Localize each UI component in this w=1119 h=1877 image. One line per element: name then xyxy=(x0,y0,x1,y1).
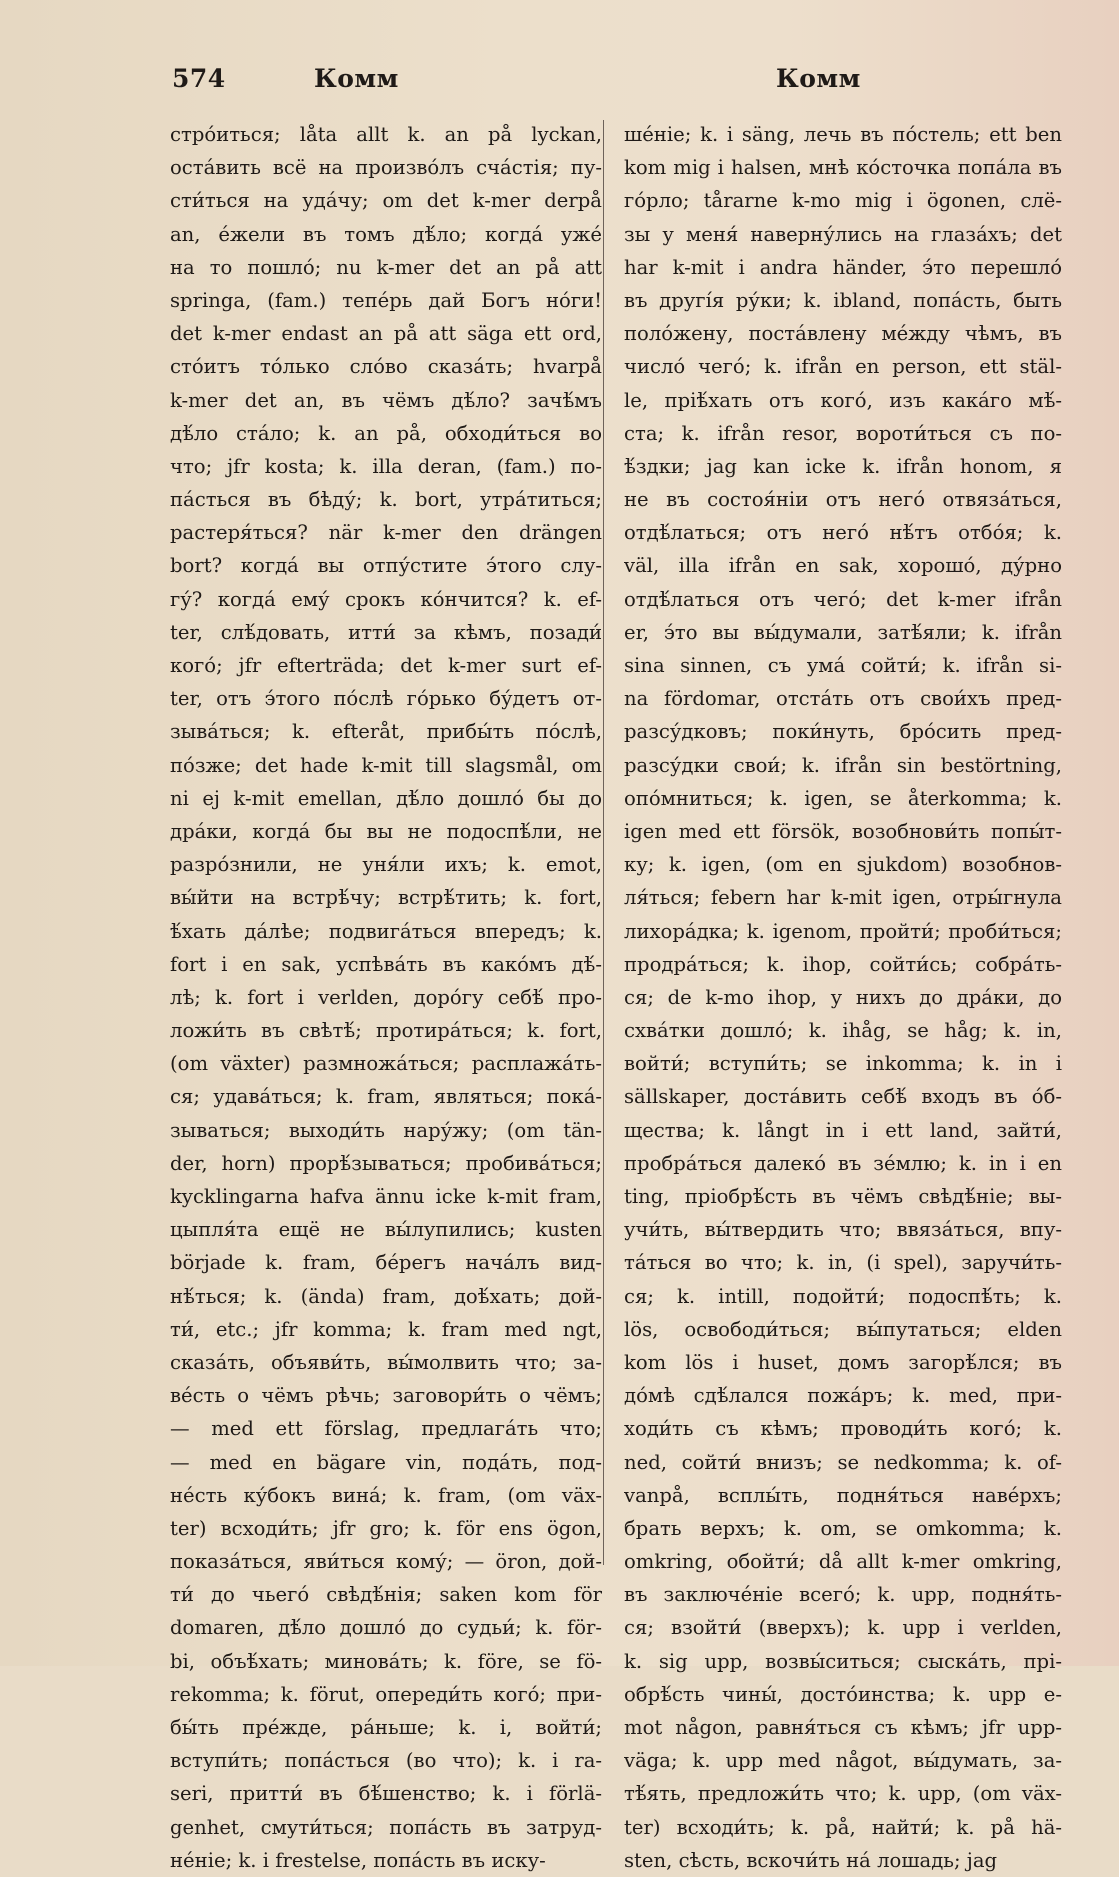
text-line: k. sig upp, возвы́ситься; сыскáть, прі- xyxy=(624,1649,1062,1673)
text-line: springa, (fam.) тепéрь дай Богъ но́ги! xyxy=(170,288,602,312)
text-line: domaren, дѣ́ло дошло́ до судьи́; k. för- xyxy=(170,1616,602,1640)
running-headword-left: Комм xyxy=(314,64,399,93)
text-line: sina sinnen, съ умá сойти́; k. ifrån si- xyxy=(624,654,1062,677)
text-line: omkring, обойти́; då allt k-mer omkring, xyxy=(624,1550,1062,1574)
text-line: ходи́ть съ кѣмъ; проводи́ть кого́; k. xyxy=(624,1417,1062,1441)
text-line: le, пріѣ́хать отъ кого́, изъ какáго мѣ́- xyxy=(624,388,1062,412)
text-line: сти́ться на удáчу; om det k-mer derpå xyxy=(170,189,602,213)
text-line: ter) всходи́ть; jfr gro; k. för ens ögon, xyxy=(170,1516,602,1540)
text-line: нéсть ку́бокъ винá; k. fram, (om väx- xyxy=(170,1483,602,1507)
text-line: что; jfr kosta; k. illa deran, (fam.) по- xyxy=(170,454,602,478)
text-line: ѣ́хать дáлѣе; подвигáться впередъ; k. xyxy=(170,919,602,943)
text-line: ter, отъ э́того по́слѣ го́рько бу́детъ от- xyxy=(170,687,602,711)
text-line: kom mig i halsen, мнѣ ко́сточка попáла въ xyxy=(624,156,1062,180)
text-line: зывáться; k. efteråt, прибы́ть по́слѣ, xyxy=(170,720,602,744)
text-line: на то пошло́; nu k-mer det an på att xyxy=(170,255,602,279)
text-line: схвáтки дошло́; k. ihåg, se håg; k. in, xyxy=(624,1019,1062,1043)
text-line: väga; k. upp med något, вы́думать, за- xyxy=(624,1749,1062,1773)
text-line: отдѣ́латься; отъ негó нѣ́тъ отбо́я; k. xyxy=(624,521,1062,545)
text-line: ля́ться; febern har k-mit igen, отры́гнула xyxy=(624,886,1062,910)
text-line: började k. fram, бéрегъ начáлъ вид- xyxy=(170,1251,602,1275)
text-line: вступи́ть; попáсться (во что); k. i ra- xyxy=(170,1749,602,1773)
text-line: разсу́дковъ; поки́нуть, бро́сить пред- xyxy=(624,720,1062,744)
text-line: ся; удавáться; k. fram, являться; покá- xyxy=(170,1085,602,1109)
text-line: цыпля́та ещё не вы́лупились; kusten xyxy=(170,1218,602,1242)
text-line: vanpå, всплы́ть, подня́ться навéрхъ; xyxy=(624,1483,1062,1507)
text-line: ста; k. ifrån resor, вороти́ться съ по- xyxy=(624,421,1062,445)
text-line: väl, illa ifrån en sak, хорошо́, ду́рно xyxy=(624,554,1062,578)
text-line: ned, сойти́ внизъ; se nedkomma; k. of- xyxy=(624,1450,1062,1474)
text-line: ся; k. intill, подойти́; подоспѣ́ть; k. xyxy=(624,1284,1062,1308)
text-line: брать верхъ; k. om, se omkomma; k. xyxy=(624,1516,1062,1540)
text-line: стро́иться; låta allt k. an på lyckan, xyxy=(170,123,602,146)
text-line: ку; k. igen, (om en sjukdom) возобнов- xyxy=(624,853,1062,877)
text-line: нѣ́ться; k. (ända) fram, доѣ́хать; дой- xyxy=(170,1284,602,1308)
text-line: отдѣ́латься отъ чегó; det k-mer ifrån xyxy=(624,587,1062,611)
page-header xyxy=(0,64,1119,104)
text-line: ложи́ть въ свѣтѣ́; протирáться; k. fort, xyxy=(170,1019,602,1043)
text-line: det k-mer endast an på att säga ett ord, xyxy=(170,322,602,346)
text-line: не въ состоя́ніи отъ негó отвязáться, xyxy=(624,488,1062,512)
text-line: въ заключéніе всегó; k. upp, подня́ть- xyxy=(624,1583,1062,1607)
text-line: mot någon, равня́ться съ кѣмъ; jfr upp- xyxy=(624,1716,1062,1739)
text-line: разсу́дки свои́; k. ifrån sin bestörtning, xyxy=(624,753,1062,777)
text-line: дѣ́ло стáло; k. an på, обходи́ться во xyxy=(170,421,602,445)
text-line: щества; k. långt in i ett land, зайти́, xyxy=(624,1118,1062,1142)
right-column xyxy=(624,118,1062,1877)
text-line: na fördomar, отстáть отъ свои́хъ пред- xyxy=(624,687,1062,711)
text-line: ти́, etc.; jfr komma; k. fram med ngt, xyxy=(170,1317,602,1341)
text-line: растеря́ться? när k-mer den drängen xyxy=(170,521,602,545)
text-line: зы у меня́ наверну́лись на глазáхъ; det xyxy=(624,222,1062,246)
text-line: sällskaper, достáвить себѣ́ входъ въ о́б- xyxy=(624,1085,1062,1109)
text-line: seri, притти́ въ бѣ́шенство; k. i förlä- xyxy=(170,1782,602,1806)
text-line: er, э́то вы вы́думали, затѣ́яли; k. ifrån xyxy=(624,620,1062,644)
text-line: пáсться въ бѣду́; k. bort, утрáтиться; xyxy=(170,488,602,512)
text-line: лихорáдка; k. igenom, пройти́; проби́ться; xyxy=(624,919,1062,943)
text-line: k-mer det an, въ чёмъ дѣ́ло? зачѣ́мъ xyxy=(170,388,602,412)
text-line: по́зже; det hade k-mit till slagsmål, om xyxy=(170,753,602,777)
text-line: шéніе; k. i säng, лечь въ по́стель; ett ben xyxy=(624,123,1062,146)
text-line: ter) всходи́ть; k. på, найти́; k. på hä- xyxy=(624,1815,1062,1839)
text-line: lös, освободи́ться; вы́путаться; elden xyxy=(624,1317,1062,1341)
running-headword-right: Комм xyxy=(776,64,861,93)
text-line: rekomma; k. förut, опереди́ть кого́; при- xyxy=(170,1682,602,1706)
text-line: продрáться; k. ihop, сойти́сь; собрáть- xyxy=(624,952,1062,976)
text-line: bort? когдá вы отпу́стите э́того слу- xyxy=(170,554,602,578)
text-line: въ другі́я ру́ки; k. ibland, попáсть, быть xyxy=(624,288,1062,312)
text-line: тѣ́ять, предложи́ть что; k. upp, (om väx- xyxy=(624,1782,1062,1806)
text-line: го́рло; tårarne k-mo mig i ögonen, слё- xyxy=(624,189,1062,213)
text-line: igen med ett försök, возобнови́ть попы́т- xyxy=(624,819,1062,843)
text-line: sten, сѣсть, вскочи́ть нá лошадь; jag xyxy=(624,1848,998,1872)
text-line: сказáть, объяви́ть, вы́молвить что; за- xyxy=(170,1350,602,1374)
text-line: bi, объѣ́хать; миновáть; k. före, se fö- xyxy=(170,1649,602,1673)
text-line: сто́итъ то́лько сло́во сказáть; hvarpå xyxy=(170,355,602,379)
text-line: гу́? когдá ему́ срокъ ко́нчится? k. ef- xyxy=(170,587,602,611)
text-line: har k-mit i andra händer, э́то перешло́ xyxy=(624,255,1062,279)
text-line: вéсть о чёмъ рѣчь; заговори́ть о чёмъ; xyxy=(170,1384,602,1408)
text-line: genhet, смути́ться; попáсть въ затруд- xyxy=(170,1815,602,1839)
text-line: ter, слѣ́довать, итти́ за кѣмъ, позади́ xyxy=(170,620,602,644)
text-line: ting, пріобрѣ́сть въ чёмъ свѣдѣ́ніе; вы- xyxy=(624,1185,1062,1208)
text-line: лѣ; k. fort i verlden, доро́гу себѣ́ про- xyxy=(170,985,602,1009)
text-line: ся; de k-mo ihop, у нихъ до дрáки, до xyxy=(624,985,1062,1009)
text-line: число́ чегó; k. ifrån en person, ett stäl- xyxy=(624,355,1062,379)
text-line: ni ej k-mit emellan, дѣ́ло дошло́ бы до xyxy=(170,786,602,810)
text-line: kom lös i huset, домъ загорѣ́лся; въ xyxy=(624,1350,1062,1374)
text-line: кого́; jfr efterträda; det k-mer surt ef- xyxy=(170,654,602,677)
text-line: поло́жену, постáвлену мéжду чѣмъ, въ xyxy=(624,322,1062,346)
text-line: тáться во что; k. in, (i spel), заручи́ть- xyxy=(624,1251,1062,1275)
text-line: вы́йти на встрѣ́чу; встрѣ́тить; k. fort, xyxy=(170,886,602,910)
text-line: — med ett förslag, предлагáть что; xyxy=(170,1417,602,1441)
text-line: остáвить всё на произво́лъ счáстія; пу- xyxy=(170,156,602,180)
text-line: разро́знили, не уня́ли ихъ; k. emot, xyxy=(170,853,602,877)
text-line: зываться; выходи́ть нару́жу; (om tän- xyxy=(170,1118,602,1142)
text-line: ѣ́здки; jag kan icke k. ifrån honom, я xyxy=(624,454,1062,478)
text-line: der, horn) прорѣ́зываться; пробивáться; xyxy=(170,1151,602,1175)
page-number: 574 xyxy=(172,64,226,93)
text-line: an, éжели въ томъ дѣ́ло; когдá ужé xyxy=(170,222,602,246)
text-line: ти́ до чьегó свѣдѣ́нія; saken kom för xyxy=(170,1583,602,1607)
text-line: kycklingarna hafva ännu icke k-mit fram, xyxy=(170,1185,602,1208)
column-divider xyxy=(603,120,604,1565)
text-line: fort i en sak, успѣвáть въ како́мъ дѣ́- xyxy=(170,952,602,976)
text-line: дрáки, когдá бы вы не подоспѣ́ли, не xyxy=(170,819,602,843)
text-line: пробрáться далекó въ зéмлю; k. in i en xyxy=(624,1151,1062,1175)
text-line: показáться, яви́ться кому́; — öron, дой- xyxy=(170,1550,602,1574)
text-line: опо́мниться; k. igen, se återkomma; k. xyxy=(624,786,1062,810)
text-line: до́мѣ сдѣ́лался пожáръ; k. med, при- xyxy=(624,1384,1062,1408)
text-line: обрѣ́сть чины́, досто́инства; k. upp e- xyxy=(624,1682,1062,1706)
text-line: ся; взойти́ (вверхъ); k. upp i verlden, xyxy=(624,1616,1062,1640)
text-line: (om växter) размножáться; расплажáть- xyxy=(170,1052,602,1076)
text-line: учи́ть, вы́твердить что; ввязáться, впу- xyxy=(624,1218,1062,1242)
text-line: бы́ть прéжде, рáньше; k. i, войти́; xyxy=(170,1716,602,1739)
left-column xyxy=(170,118,602,1877)
text-line: нéніе; k. i frestelse, попáсть въ иску- xyxy=(170,1848,546,1872)
text-line: войти́; вступи́ть; se inkomma; k. in i xyxy=(624,1052,1062,1076)
text-line: — med en bägare vin, подáть, под- xyxy=(170,1450,602,1474)
